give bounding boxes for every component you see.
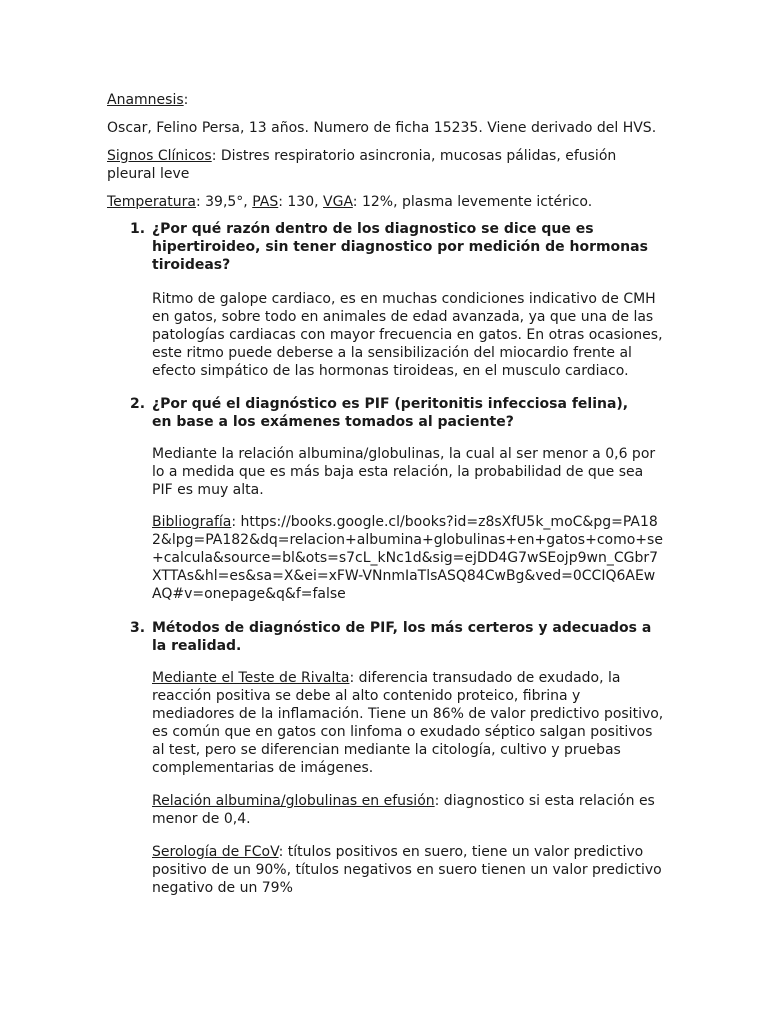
pas-label: PAS <box>252 194 279 210</box>
pas-text: : 130, <box>278 194 324 210</box>
method-serologia <box>152 843 664 897</box>
bibliografia-label: Bibliografía <box>152 514 232 530</box>
question-3-number: 3. <box>130 620 146 636</box>
temp-label: Temperatura <box>107 194 196 210</box>
vga-text: : 12%, plasma levemente ictérico. <box>352 194 593 210</box>
bibliografia-url: : https://books.google.cl/books?id=z8sXfU5k_moC&pg=PA182&lpg=PA182&dq=relacion+albumina+globulinas+en+gatos+como+se+calcula&source=bl&ots=s7cL_kNc1d&sig=ejDD4G7wSEojp9wn_CGbr7XTTAs&hl=es&sa=X&ei=xFW-VNnmIaTlsASQ84CwBg&ved=0CCIQ6AEwAQ#v=onepage&q&f=false <box>152 514 663 602</box>
question-1-answer: Ritmo de galope cardiaco, es en muchas condiciones indicativo de CMH en gatos, sobre todo en animales de edad avanzada, ya que una de las patologías cardiacas con mayor frecuencia en gatos. En otras ocasiones, este ritmo puede deberse a la sensibilización del miocardio frente al efecto simpático de las hormonas tiroideas, en el musculo cardiaco. <box>152 291 663 379</box>
method-rivalta <box>152 669 664 777</box>
question-2-number: 2. <box>130 396 146 412</box>
signos-clinicos <box>107 147 667 183</box>
method-albumina <box>152 792 664 828</box>
anamnesis-colon: : <box>183 92 189 108</box>
patient-line: Oscar, Felino Persa, 13 años. Numero de ficha 15235. Viene derivado del HVS. <box>107 120 657 136</box>
vitals-line <box>107 193 667 211</box>
bibliografia <box>152 513 664 603</box>
temp-text: : 39,5°, <box>195 194 253 210</box>
question-2-title: ¿Por qué el diagnóstico es PIF (peritonitis infecciosa felina), en base a los exámenes tomados al paciente? <box>152 396 629 430</box>
question-1-title: ¿Por qué razón dentro de los diagnostico se dice que es hipertiroideo, sin tener diagnostico por medición de hormonas tiroideas? <box>152 221 648 273</box>
method-rivalta-label: Mediante el Teste de Rivalta <box>152 670 350 686</box>
anamnesis-label: Anamnesis <box>107 92 184 108</box>
method-serologia-label: Serología de FCoV <box>152 844 279 860</box>
question-2-answer: Mediante la relación albumina/globulinas, la cual al ser menor a 0,6 por lo a medida que es más baja esta relación, la probabilidad de que sea PIF es muy alta. <box>152 446 656 498</box>
method-rivalta-text: : diferencia transudado de exudado, la reacción positiva se debe al alto contenido proteico, fibrina y mediadores de la inflamación. Tiene un 86% de valor predictivo positivo, es común que en gatos con linfoma o exudado séptico salgan positivos al test, pero se diferencian mediante la citología, cultivo y pruebas complementarias de imágenes. <box>152 670 664 776</box>
question-1-number: 1. <box>130 221 146 237</box>
question-3-title: Métodos de diagnóstico de PIF, los más certeros y adecuados a la realidad. <box>152 620 652 654</box>
vga-label: VGA <box>323 194 353 210</box>
anamnesis-heading <box>107 91 667 109</box>
signos-text: : Distres respiratorio asincronia, mucosas pálidas, efusión pleural leve <box>107 148 617 182</box>
method-serologia-text: : títulos positivos en suero, tiene un valor predictivo positivo de un 90%, títulos negativos en suero tienen un valor predictivo negativo de un 79% <box>152 844 662 896</box>
signos-label: Signos Clínicos <box>107 148 212 164</box>
method-albumina-text: : diagnostico si esta relación es menor de 0,4. <box>152 793 655 827</box>
method-albumina-label: Relación albumina/globulinas en efusión <box>152 793 435 809</box>
